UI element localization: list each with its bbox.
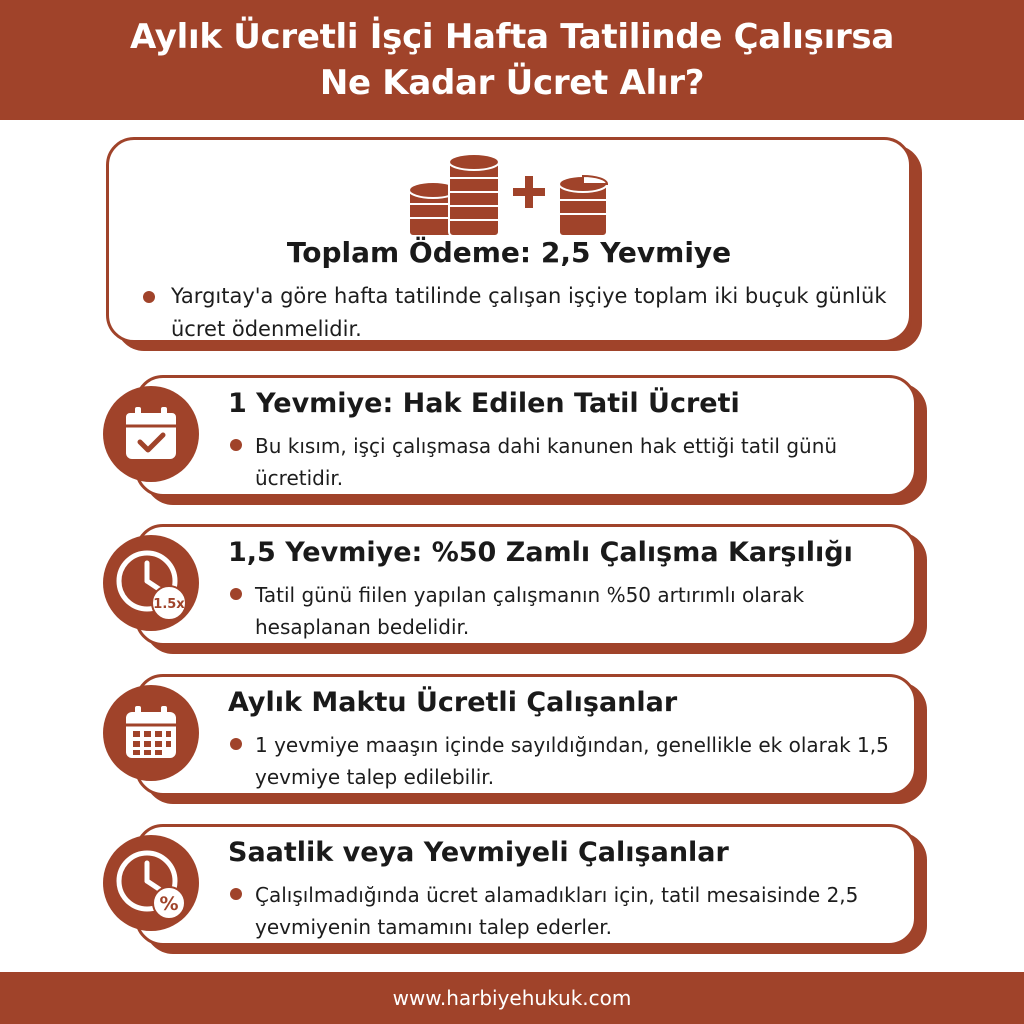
item-card-zamli-calisma	[135, 524, 917, 646]
clock-multiplier-icon	[103, 535, 199, 631]
website-link[interactable]: www.harbiyehukuk.com	[392, 986, 632, 1010]
item-text: 1 yevmiye maaşın içinde sayıldığından, genellikle ek olarak 1,5 yevmiye talep edilebilir.	[255, 733, 889, 789]
plus-icon	[513, 176, 545, 208]
clock-percent-icon	[103, 835, 199, 931]
bullet-icon	[230, 738, 242, 750]
multiplier-badge: 1.5x	[153, 597, 185, 612]
item-title: 1 Yevmiye: Hak Edilen Tatil Ücreti	[228, 388, 740, 419]
header-banner	[0, 0, 1024, 120]
percent-badge: %	[159, 893, 179, 915]
item-card-saatlik-yevmiyeli	[135, 824, 917, 946]
calendar-check-icon	[103, 386, 199, 482]
item-title: Saatlik veya Yevmiyeli Çalışanlar	[228, 837, 729, 868]
page-title-line-2: Ne Kadar Ücret Alır?	[319, 63, 705, 103]
item-text: Çalışılmadığında ücret alamadıkları için, tatil mesaisinde 2,5 yevmiyenin tamamını talep ederler.	[255, 883, 859, 939]
bullet-icon	[230, 588, 242, 600]
summary-text: Yargıtay'a göre hafta tatilinde çalışan işçiye toplam iki buçuk günlük ücret ödenmelidir.	[171, 284, 887, 341]
coins-plus-half-coins-icon	[409, 146, 619, 238]
item-card-tatil-ucreti	[135, 375, 917, 497]
item-text: Bu kısım, işçi çalışmasa dahi kanunen hak ettiği tatil günü ücretidir.	[255, 434, 838, 490]
bullet-icon	[143, 291, 155, 303]
item-text: Tatil günü fiilen yapılan çalışmanın %50 artırımlı olarak hesaplanan bedelidir.	[255, 583, 805, 639]
footer-bar	[0, 972, 1024, 1024]
summary-title: Toplam Ödeme: 2,5 Yevmiye	[286, 236, 732, 269]
item-title: Aylık Maktu Ücretli Çalışanlar	[228, 687, 678, 718]
bullet-icon	[230, 888, 242, 900]
bullet-icon	[230, 439, 242, 451]
calendar-grid-icon	[103, 685, 199, 781]
item-title: 1,5 Yevmiye: %50 Zamlı Çalışma Karşılığı	[228, 537, 853, 568]
summary-card	[106, 137, 912, 343]
page-title-line-1: Aylık Ücretli İşçi Hafta Tatilinde Çalışırsa	[129, 17, 895, 57]
item-card-aylik-maktu	[135, 674, 917, 796]
